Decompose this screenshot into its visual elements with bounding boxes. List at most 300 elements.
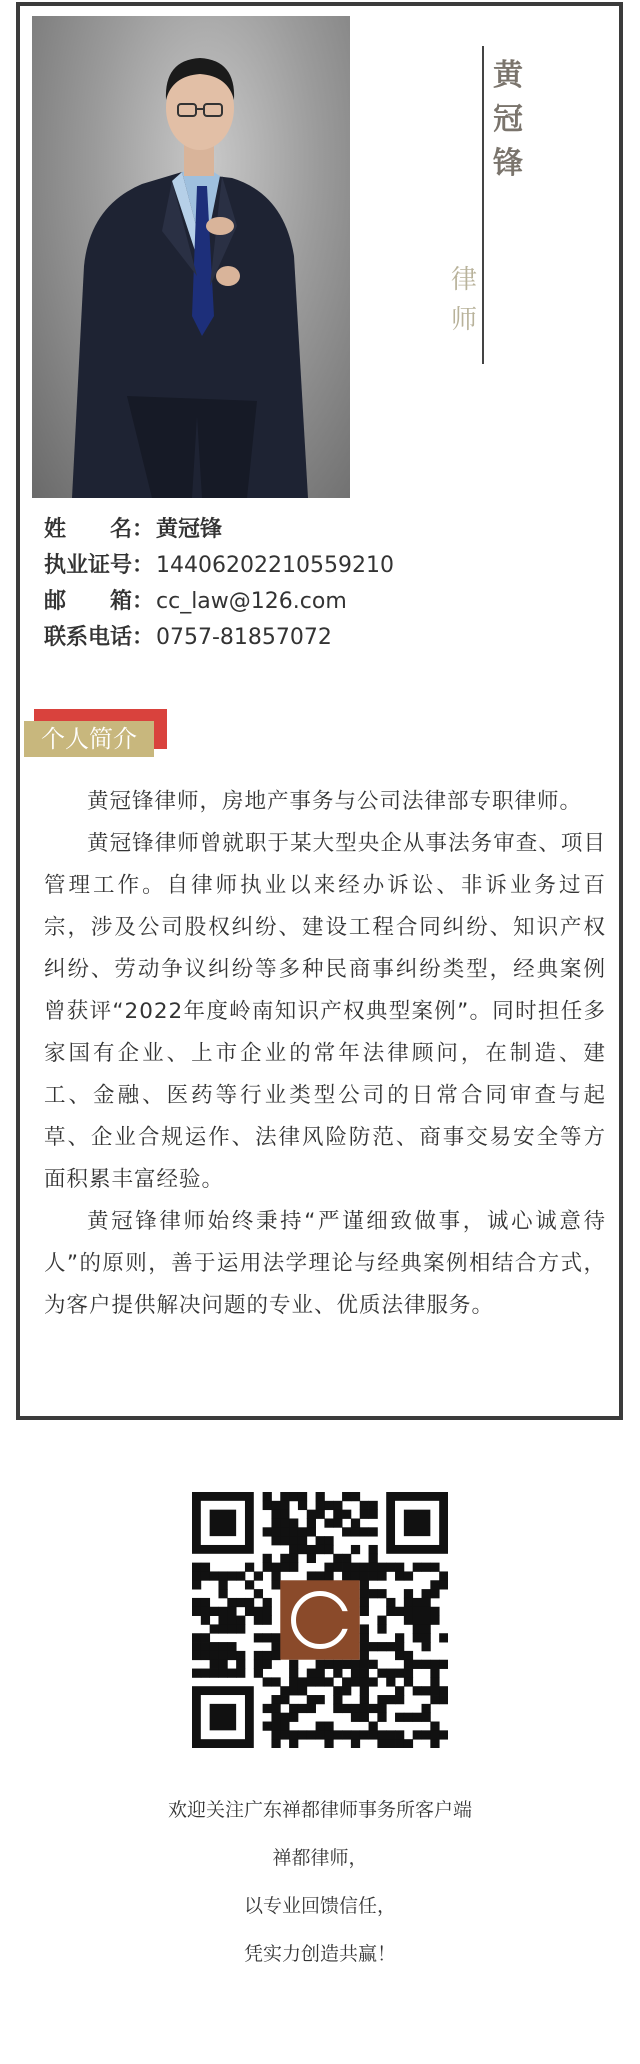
qr-module (218, 1642, 227, 1651)
qr-module (360, 1651, 369, 1660)
qr-module (430, 1607, 439, 1616)
qr-module (333, 1563, 342, 1572)
qr-module (280, 1554, 289, 1563)
qr-module (227, 1571, 236, 1580)
lawyer-title-vertical (444, 260, 484, 340)
qr-module (271, 1501, 280, 1510)
footer-line: 欢迎关注广东禅都律师事务所客户端 (167, 1799, 472, 1821)
qr-module (439, 1633, 448, 1642)
info-value-email[interactable]: cc_law@126.com (156, 589, 347, 614)
qr-module (192, 1571, 201, 1580)
qr-module (263, 1633, 272, 1642)
qr-module (280, 1722, 289, 1731)
qr-module (377, 1589, 386, 1598)
qr-module (430, 1616, 439, 1625)
qr-module (192, 1598, 201, 1607)
qr-module (422, 1686, 431, 1695)
qr-module (413, 1686, 422, 1695)
qr-module (289, 1704, 298, 1713)
qr-module (422, 1624, 431, 1633)
qr-module (307, 1527, 316, 1536)
qr-module (430, 1669, 439, 1678)
footer-line: 禅都律师， (272, 1847, 368, 1869)
qr-module (324, 1677, 333, 1686)
qr-module (227, 1607, 236, 1616)
qr-module (316, 1677, 325, 1686)
qr-module (360, 1695, 369, 1704)
footer-message (0, 1786, 640, 1978)
qr-module (439, 1571, 448, 1580)
qr-module (227, 1624, 236, 1633)
qr-module (422, 1642, 431, 1651)
qr-module (386, 1642, 395, 1651)
qr-module (342, 1527, 351, 1536)
qr-module (298, 1704, 307, 1713)
qr-module (324, 1571, 333, 1580)
qr-module (192, 1651, 201, 1660)
qr-module (201, 1607, 210, 1616)
qr-module (439, 1660, 448, 1669)
qr-module (369, 1677, 378, 1686)
qr-module (413, 1607, 422, 1616)
qr-module (422, 1616, 431, 1625)
qr-module (218, 1660, 227, 1669)
qr-module (271, 1713, 280, 1722)
qr-module (324, 1722, 333, 1731)
qr-module (386, 1669, 395, 1678)
qr-module (289, 1563, 298, 1572)
title-char: 师 (450, 305, 477, 335)
name-char: 锋 (493, 146, 523, 181)
qr-module (351, 1730, 360, 1739)
qr-module (422, 1633, 431, 1642)
qr-module (192, 1607, 201, 1616)
qr-module (386, 1695, 395, 1704)
qr-module (324, 1739, 333, 1748)
qr-module (236, 1669, 245, 1678)
info-value-name: 黄冠锋 (156, 517, 223, 542)
qr-module (307, 1571, 316, 1580)
qr-module (342, 1492, 351, 1501)
qr-module (360, 1730, 369, 1739)
qr-module (360, 1686, 369, 1695)
info-row-name (44, 512, 394, 548)
qr-module (395, 1669, 404, 1678)
qr-module (413, 1563, 422, 1572)
qr-module (280, 1730, 289, 1739)
qr-module (377, 1704, 386, 1713)
qr-module (254, 1660, 263, 1669)
qr-module (430, 1580, 439, 1589)
qr-module (271, 1563, 280, 1572)
qr-module (298, 1730, 307, 1739)
lawyer-name-vertical (488, 54, 528, 186)
qr-module (210, 1660, 219, 1669)
qr-module (386, 1730, 395, 1739)
qr-module (192, 1633, 201, 1642)
bio-paragraph: 黄冠锋律师始终秉持“严谨细致做事，诚心诚意待人”的原则，善于运用法学理论与经典案例相结合方式，为客户提供解决问题的专业、优质法律服务。 (44, 1209, 606, 1318)
qr-module (422, 1704, 431, 1713)
qr-module (298, 1536, 307, 1545)
qr-module (298, 1686, 307, 1695)
qr-module (210, 1571, 219, 1580)
qr-module (395, 1571, 404, 1580)
qr-module (324, 1545, 333, 1554)
qr-module (333, 1730, 342, 1739)
qr-module (404, 1589, 413, 1598)
section-title: 个人简介 (24, 721, 154, 757)
qr-module (218, 1580, 227, 1589)
qr-module (351, 1518, 360, 1527)
qr-module (395, 1695, 404, 1704)
qr-code[interactable] (192, 1492, 448, 1748)
qr-module (342, 1730, 351, 1739)
qr-module (210, 1642, 219, 1651)
name-char: 冠 (493, 102, 523, 137)
qr-module (377, 1616, 386, 1625)
qr-module (316, 1722, 325, 1731)
info-value-license: 14406202210559210 (156, 553, 394, 578)
qr-module (227, 1616, 236, 1625)
qr-module (351, 1660, 360, 1669)
qr-module (271, 1739, 280, 1748)
qr-module (413, 1633, 422, 1642)
qr-module (316, 1510, 325, 1519)
qr-module (271, 1730, 280, 1739)
qr-module (342, 1563, 351, 1572)
qr-finder-pattern (210, 1510, 236, 1536)
qr-module (236, 1660, 245, 1669)
qr-module (254, 1571, 263, 1580)
info-row-email (44, 584, 394, 620)
qr-module (369, 1501, 378, 1510)
qr-module (413, 1730, 422, 1739)
qr-module (316, 1545, 325, 1554)
qr-module (289, 1554, 298, 1563)
qr-module (360, 1704, 369, 1713)
qr-module (289, 1730, 298, 1739)
qr-module (218, 1571, 227, 1580)
qr-module (218, 1607, 227, 1616)
qr-module (395, 1633, 404, 1642)
qr-module (360, 1677, 369, 1686)
qr-module (218, 1669, 227, 1678)
qr-module (360, 1713, 369, 1722)
qr-module (201, 1633, 210, 1642)
qr-module (333, 1501, 342, 1510)
footer-line: 凭实力创造共赢！ (243, 1943, 396, 1965)
qr-module (316, 1730, 325, 1739)
qr-module (236, 1571, 245, 1580)
qr-module (360, 1527, 369, 1536)
qr-module (307, 1545, 316, 1554)
qr-module (289, 1492, 298, 1501)
qr-module (377, 1669, 386, 1678)
name-char: 黄 (493, 58, 523, 93)
qr-module (192, 1642, 201, 1651)
qr-module (439, 1695, 448, 1704)
qr-module (351, 1739, 360, 1748)
qr-module (280, 1713, 289, 1722)
qr-module (430, 1563, 439, 1572)
qr-module (333, 1686, 342, 1695)
qr-module (351, 1677, 360, 1686)
qr-module (395, 1651, 404, 1660)
qr-module (386, 1677, 395, 1686)
qr-module (360, 1571, 369, 1580)
qr-module (351, 1545, 360, 1554)
qr-module (369, 1660, 378, 1669)
qr-module (404, 1598, 413, 1607)
qr-module (395, 1730, 404, 1739)
qr-module (439, 1686, 448, 1695)
footer-line: 以专业回馈信任， (243, 1895, 396, 1917)
qr-module (210, 1669, 219, 1678)
qr-module (369, 1730, 378, 1739)
qr-module (342, 1510, 351, 1519)
qr-module (324, 1730, 333, 1739)
qr-module (430, 1695, 439, 1704)
qr-module (439, 1580, 448, 1589)
qr-module (369, 1571, 378, 1580)
qr-module (307, 1554, 316, 1563)
qr-module (351, 1571, 360, 1580)
qr-module (342, 1686, 351, 1695)
qr-module (227, 1642, 236, 1651)
qr-module (404, 1669, 413, 1678)
qr-module (333, 1695, 342, 1704)
qr-module (395, 1739, 404, 1748)
qr-module (377, 1713, 386, 1722)
qr-module (289, 1669, 298, 1678)
qr-module (316, 1492, 325, 1501)
qr-module (280, 1527, 289, 1536)
qr-module (333, 1554, 342, 1563)
qr-logo-cut (329, 1611, 355, 1629)
qr-module (280, 1695, 289, 1704)
qr-module (377, 1642, 386, 1651)
qr-module (430, 1660, 439, 1669)
qr-module (333, 1669, 342, 1678)
qr-module (271, 1677, 280, 1686)
qr-module (430, 1722, 439, 1731)
qr-module (324, 1501, 333, 1510)
qr-module (227, 1598, 236, 1607)
info-label: 联系电话： (44, 625, 155, 650)
qr-module (377, 1563, 386, 1572)
qr-module (404, 1739, 413, 1748)
qr-code-graphic (192, 1492, 448, 1748)
qr-module (307, 1510, 316, 1519)
qr-module (430, 1739, 439, 1748)
qr-module (360, 1669, 369, 1678)
qr-module (298, 1501, 307, 1510)
qr-module (271, 1722, 280, 1731)
qr-module (360, 1642, 369, 1651)
qr-module (289, 1660, 298, 1669)
qr-module (413, 1598, 422, 1607)
qr-module (333, 1518, 342, 1527)
qr-module (210, 1607, 219, 1616)
qr-module (298, 1492, 307, 1501)
qr-module (430, 1730, 439, 1739)
qr-module (316, 1571, 325, 1580)
qr-module (351, 1704, 360, 1713)
qr-module (289, 1713, 298, 1722)
qr-module (369, 1554, 378, 1563)
qr-module (201, 1669, 210, 1678)
qr-module (298, 1677, 307, 1686)
qr-module (369, 1510, 378, 1519)
qr-module (360, 1501, 369, 1510)
qr-module (369, 1527, 378, 1536)
qr-module (254, 1669, 263, 1678)
qr-module (430, 1686, 439, 1695)
info-row-phone (44, 620, 394, 656)
qr-module (201, 1616, 210, 1625)
qr-module (307, 1677, 316, 1686)
qr-module (369, 1704, 378, 1713)
qr-module (360, 1607, 369, 1616)
qr-module (289, 1536, 298, 1545)
qr-module (254, 1616, 263, 1625)
title-char: 律 (450, 265, 477, 295)
qr-module (360, 1510, 369, 1519)
qr-module (271, 1510, 280, 1519)
qr-module (395, 1642, 404, 1651)
qr-module (369, 1642, 378, 1651)
qr-module (404, 1616, 413, 1625)
section-header-intro (24, 709, 174, 757)
qr-module (404, 1713, 413, 1722)
qr-module (271, 1536, 280, 1545)
qr-module (289, 1527, 298, 1536)
qr-module (333, 1704, 342, 1713)
bio-text (44, 781, 606, 1327)
bio-paragraph: 黄冠锋律师，房地产事务与公司法律部专职律师。 (87, 789, 583, 814)
qr-module (351, 1713, 360, 1722)
qr-module (307, 1704, 316, 1713)
qr-module (245, 1563, 254, 1572)
qr-module (360, 1563, 369, 1572)
qr-module (236, 1598, 245, 1607)
qr-module (201, 1598, 210, 1607)
qr-module (201, 1571, 210, 1580)
qr-module (263, 1651, 272, 1660)
qr-module (395, 1563, 404, 1572)
qr-module (245, 1580, 254, 1589)
qr-module (263, 1563, 272, 1572)
qr-module (404, 1571, 413, 1580)
qr-module (280, 1492, 289, 1501)
qr-module (307, 1669, 316, 1678)
qr-module (351, 1492, 360, 1501)
qr-module (271, 1633, 280, 1642)
qr-module (280, 1563, 289, 1572)
lawyer-photo (32, 16, 350, 498)
qr-module (289, 1545, 298, 1554)
qr-module (413, 1660, 422, 1669)
qr-module (201, 1563, 210, 1572)
info-value-phone[interactable]: 0757-81857072 (156, 625, 332, 650)
qr-module (289, 1518, 298, 1527)
qr-module (342, 1704, 351, 1713)
qr-module (422, 1598, 431, 1607)
qr-module (422, 1589, 431, 1598)
qr-module (324, 1563, 333, 1572)
qr-module (298, 1545, 307, 1554)
qr-module (439, 1730, 448, 1739)
qr-module (210, 1651, 219, 1660)
qr-module (316, 1536, 325, 1545)
qr-module (201, 1651, 210, 1660)
qr-module (263, 1677, 272, 1686)
qr-module (360, 1624, 369, 1633)
qr-module (351, 1563, 360, 1572)
qr-module (307, 1518, 316, 1527)
qr-module (271, 1704, 280, 1713)
info-label: 姓 名： (44, 517, 155, 542)
qr-module (386, 1598, 395, 1607)
qr-module (263, 1722, 272, 1731)
qr-module (333, 1510, 342, 1519)
qr-module (263, 1598, 272, 1607)
qr-module (236, 1616, 245, 1625)
qr-module (369, 1722, 378, 1731)
info-label: 邮 箱： (44, 589, 155, 614)
profile-card (16, 2, 623, 1420)
qr-module (271, 1571, 280, 1580)
qr-module (307, 1730, 316, 1739)
qr-module (360, 1580, 369, 1589)
qr-module (280, 1510, 289, 1519)
qr-module (289, 1677, 298, 1686)
qr-module (280, 1518, 289, 1527)
qr-module (324, 1660, 333, 1669)
qr-module (263, 1660, 272, 1669)
qr-module (404, 1607, 413, 1616)
qr-module (227, 1669, 236, 1678)
qr-module (316, 1669, 325, 1678)
qr-module (395, 1607, 404, 1616)
qr-module (413, 1713, 422, 1722)
qr-module (280, 1501, 289, 1510)
contact-info (44, 512, 394, 656)
qr-module (254, 1607, 263, 1616)
qr-module (404, 1660, 413, 1669)
qr-module (386, 1739, 395, 1748)
qr-module (271, 1642, 280, 1651)
qr-module (280, 1536, 289, 1545)
qr-module (289, 1686, 298, 1695)
qr-module (342, 1660, 351, 1669)
qr-module (192, 1563, 201, 1572)
qr-module (342, 1677, 351, 1686)
qr-module (333, 1660, 342, 1669)
qr-module (218, 1589, 227, 1598)
qr-module (342, 1571, 351, 1580)
qr-module (236, 1624, 245, 1633)
qr-module (395, 1713, 404, 1722)
qr-module (422, 1730, 431, 1739)
qr-module (263, 1501, 272, 1510)
qr-module (404, 1677, 413, 1686)
qr-module (395, 1686, 404, 1695)
qr-module (245, 1598, 254, 1607)
qr-module (430, 1677, 439, 1686)
qr-module (192, 1580, 201, 1589)
qr-finder-pattern (210, 1704, 236, 1730)
